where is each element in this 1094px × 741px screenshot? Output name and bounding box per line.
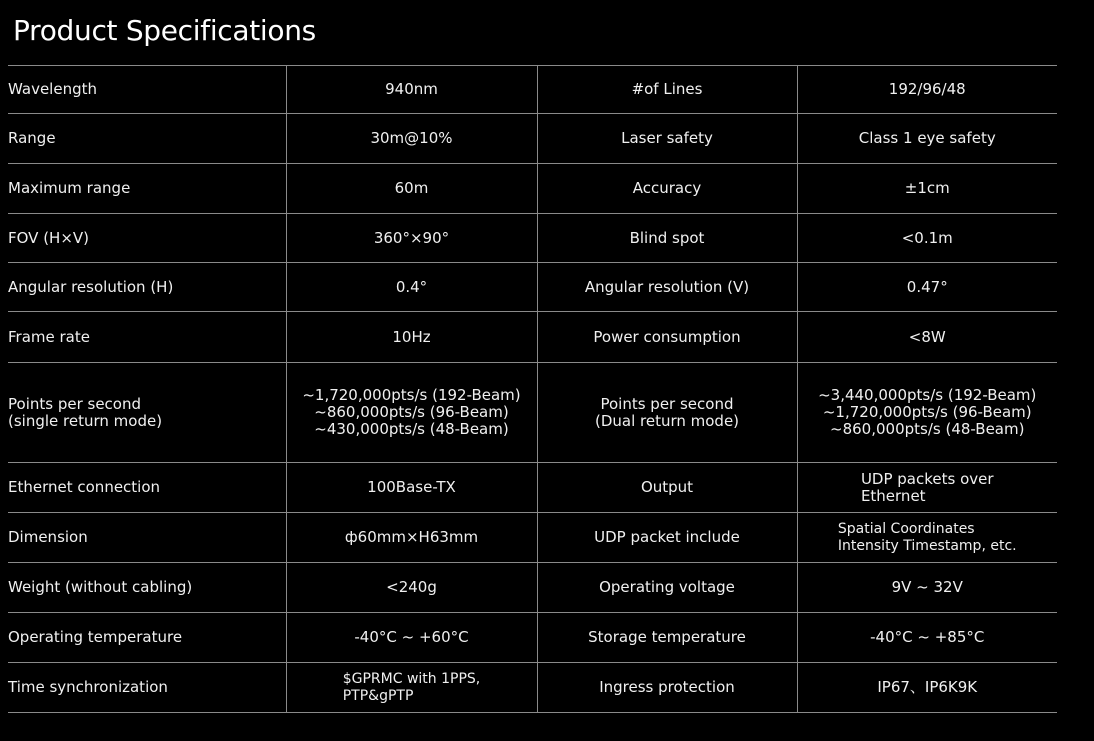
spec-value — [797, 463, 1057, 513]
spec-label: Time synchronization — [8, 663, 286, 713]
spec-label: Output — [537, 463, 797, 513]
spec-value-line: ~1,720,000pts/s (96-Beam) — [822, 403, 1032, 421]
spec-value: 0.47° — [797, 263, 1057, 312]
spec-label-line: (single return mode) — [8, 411, 163, 430]
spec-label — [8, 363, 286, 463]
spec-label: Frame rate — [8, 312, 286, 363]
spec-value: <8W — [797, 312, 1057, 363]
spec-label: Blind spot — [537, 214, 797, 263]
spec-label: Range — [8, 114, 286, 164]
spec-label-line: (Dual return mode) — [594, 411, 740, 430]
spec-value: 60m — [286, 164, 537, 214]
spec-value — [797, 513, 1057, 563]
spec-label: Accuracy — [537, 164, 797, 214]
spec-label: Maximum range — [8, 164, 286, 214]
spec-value-line: ~3,440,000pts/s (192-Beam) — [818, 386, 1037, 404]
spec-value-line: ~860,000pts/s (96-Beam) — [314, 403, 509, 421]
spec-value: ±1cm — [797, 164, 1057, 214]
spec-label: Weight (without cabling) — [8, 563, 286, 613]
spec-value-line: ~1,720,000pts/s (192-Beam) — [302, 386, 521, 404]
table-row — [8, 66, 1057, 114]
spec-value-line: ~860,000pts/s (48-Beam) — [830, 420, 1025, 438]
spec-value: 0.4° — [286, 263, 537, 312]
spec-value: <0.1m — [797, 214, 1057, 263]
table-row — [8, 513, 1057, 563]
table-row — [8, 613, 1057, 663]
spec-label: Operating temperature — [8, 613, 286, 663]
table-row — [8, 363, 1057, 463]
spec-value: 100Base-TX — [286, 463, 537, 513]
table-row — [8, 214, 1057, 263]
spec-label: Angular resolution (H) — [8, 263, 286, 312]
spec-label: Ingress protection — [537, 663, 797, 713]
table-row — [8, 563, 1057, 613]
spec-label-line: Points per second — [8, 394, 142, 413]
spec-value: IP67、IP6K9K — [797, 663, 1057, 713]
spec-label-line: Points per second — [600, 394, 734, 413]
table-row — [8, 463, 1057, 513]
spec-value-line: PTP&gPTP — [342, 687, 414, 704]
spec-label: #of Lines — [537, 66, 797, 114]
spec-label: Power consumption — [537, 312, 797, 363]
spec-value — [286, 663, 537, 713]
spec-value — [286, 363, 537, 463]
table-row — [8, 663, 1057, 713]
spec-value: 30m@10% — [286, 114, 537, 164]
table-row — [8, 164, 1057, 214]
spec-value — [797, 363, 1057, 463]
spec-label: Dimension — [8, 513, 286, 563]
spec-value: 360°×90° — [286, 214, 537, 263]
spec-value: 940nm — [286, 66, 537, 114]
spec-value: Class 1 eye safety — [797, 114, 1057, 164]
page-title: Product Specifications — [13, 14, 316, 47]
spec-value: 9V ~ 32V — [797, 563, 1057, 613]
spec-value-line: UDP packets over — [860, 469, 994, 488]
table-row — [8, 312, 1057, 363]
spec-value: <240g — [286, 563, 537, 613]
spec-value-line: ~430,000pts/s (48-Beam) — [314, 420, 509, 438]
spec-label: FOV (H×V) — [8, 214, 286, 263]
spec-value-line: Ethernet — [860, 486, 926, 505]
spec-value: 192/96/48 — [797, 66, 1057, 114]
spec-value-block — [838, 521, 1017, 555]
spec-label: Angular resolution (V) — [537, 263, 797, 312]
spec-label: Laser safety — [537, 114, 797, 164]
spec-label — [537, 363, 797, 463]
spec-value-block — [861, 471, 994, 505]
spec-label: Operating voltage — [537, 563, 797, 613]
spec-value-line: Intensity Timestamp, etc. — [837, 537, 1017, 554]
spec-label: Wavelength — [8, 66, 286, 114]
spec-value: 10Hz — [286, 312, 537, 363]
spec-value-block — [343, 671, 481, 705]
spec-value-line: $GPRMC with 1PPS, — [342, 670, 481, 687]
spec-value: ф60mm×H63mm — [286, 513, 537, 563]
spec-label: Storage temperature — [537, 613, 797, 663]
spec-table — [8, 65, 1057, 713]
spec-value-line: Spatial Coordinates — [837, 520, 975, 537]
table-row — [8, 263, 1057, 312]
table-row — [8, 114, 1057, 164]
spec-value: -40°C ~ +85°C — [797, 613, 1057, 663]
spec-label: Ethernet connection — [8, 463, 286, 513]
spec-label: UDP packet include — [537, 513, 797, 563]
spec-value: -40°C ~ +60°C — [286, 613, 537, 663]
